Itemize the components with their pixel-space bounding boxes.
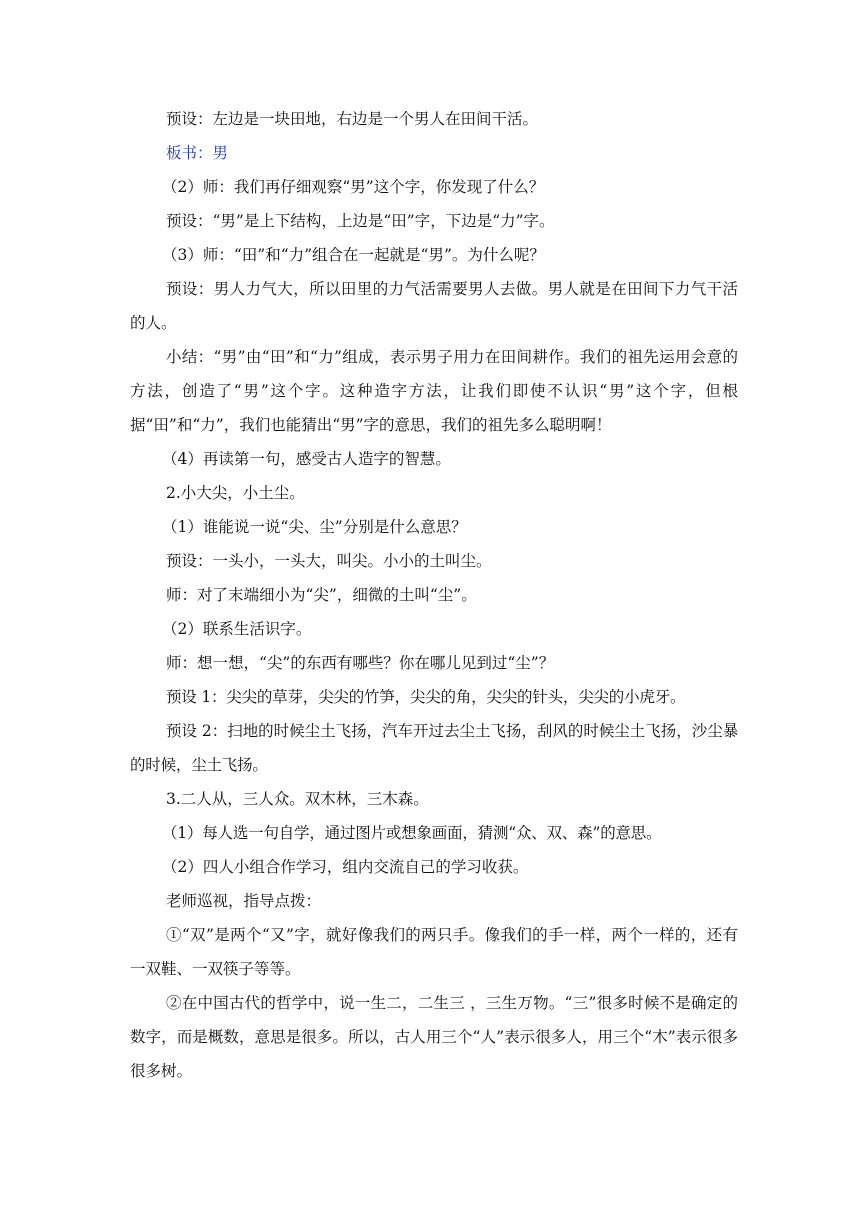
paragraph: （1）每人选一句自学，通过图片或想象画面，猜测“众、双、森”的意思。 xyxy=(162,824,662,842)
paragraph: （2）四人小组合作学习，组内交流自己的学习收获。 xyxy=(162,858,529,876)
paragraph: 预设 2：扫地的时候尘土飞扬，汽车开过去尘土飞扬，刮风的时候尘土飞扬，沙尘暴的时候，尘土飞扬。 xyxy=(130,722,738,774)
paragraph: （1）谁能说一说“尖、尘”分别是什么意思？ xyxy=(162,518,467,536)
board-writing: 板书：男 xyxy=(166,144,229,162)
paragraph: 预设：男人力气大，所以田里的力气活需要男人去做。男人就是在田间下力气干活的人。 xyxy=(130,280,738,332)
paragraph: ②在中国古代的哲学中，说一生二，二生三 ，三生万物。“三”很多时候不是确定的数字，而是概数，意思是很多。所以，古人用三个“人”表示很多人，用三个“木”表示很多很多树。 xyxy=(130,994,738,1080)
summary-paragraph: 小结：“男”由“田”和“力”组成，表示男子用力在田间耕作。我们的祖先运用会意的方法，创造了“男”这个字。这种造字方法，让我们即使不认识“男”这个字，但根据“田”和“力”，我们也能猜出“男”字的意思，我们的祖先多么聪明啊！ xyxy=(130,348,738,434)
document-body xyxy=(130,102,738,1088)
section-heading: 3.二人从，三人众。双木林，三木森。 xyxy=(166,790,429,808)
paragraph: ①“双”是两个“又”字，就好像我们的两只手。像我们的手一样，两个一样的，还有一双鞋、一双筷子等等。 xyxy=(130,926,738,978)
paragraph: （3）师：“田”和“力”组合在一起就是“男”。为什么呢？ xyxy=(162,246,545,264)
paragraph: 预设：“男”是上下结构，上边是“田”字，下边是“力”字。 xyxy=(166,212,555,230)
paragraph: 师：对了末端细小为“尖”，细微的土叫“尘”。 xyxy=(166,586,477,604)
paragraph: 师：想一想，“尖”的东西有哪些？你在哪儿见到过“尘”？ xyxy=(166,654,555,672)
paragraph: 预设：左边是一块田地，右边是一个男人在田间干活。 xyxy=(166,110,539,128)
paragraph: 预设 1：尖尖的草芽，尖尖的竹笋，尖尖的角，尖尖的针头，尖尖的小虎牙。 xyxy=(166,688,686,706)
section-heading: 2.小大尖，小土尘。 xyxy=(166,484,305,502)
paragraph: （2）师：我们再仔细观察“男”这个字，你发现了什么？ xyxy=(162,178,545,196)
paragraph: 老师巡视，指导点拨： xyxy=(166,892,322,910)
paragraph: （4）再读第一句，感受古人造字的智慧。 xyxy=(162,450,451,468)
paragraph: 预设：一头小，一头大，叫尖。小小的土叫尘。 xyxy=(166,552,492,570)
paragraph: （2）联系生活识字。 xyxy=(162,620,312,638)
